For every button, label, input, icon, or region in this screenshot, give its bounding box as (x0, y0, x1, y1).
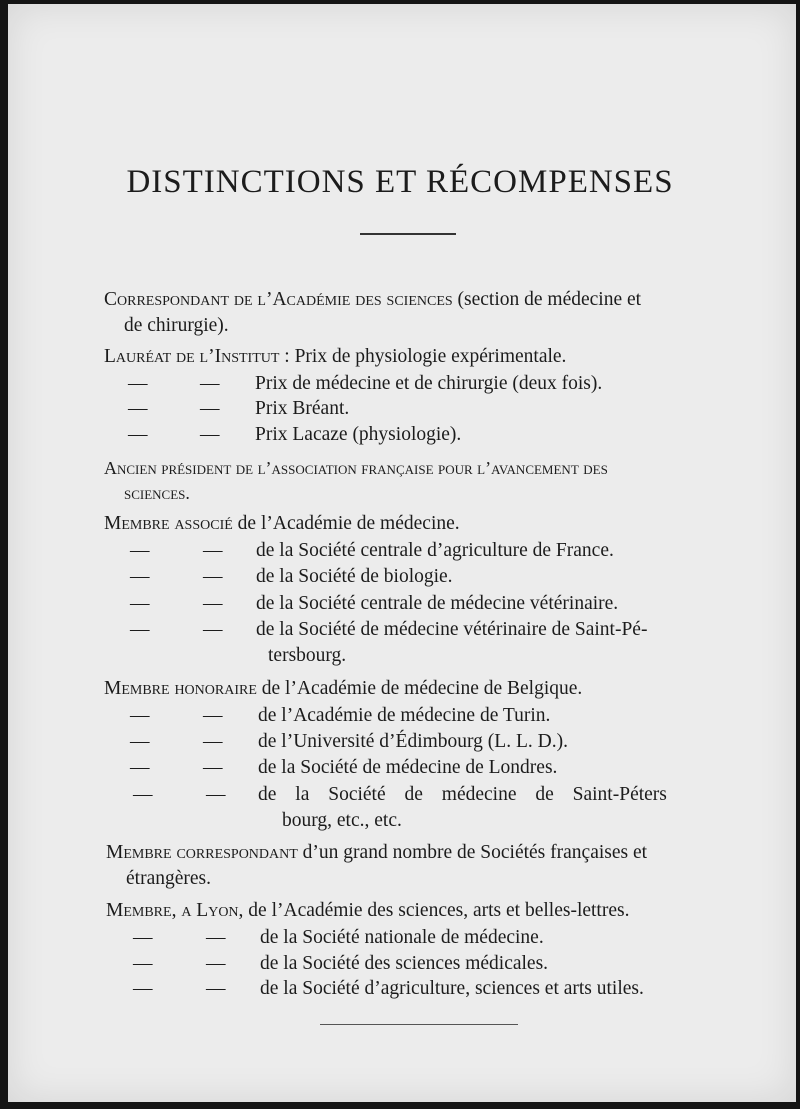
ditto-dash: — (203, 731, 223, 752)
entry-text: de la Société centrale de médecine vétérinaire. (256, 593, 619, 614)
ditto-dash: — (203, 619, 223, 640)
ditto-dash: — (130, 731, 150, 752)
ditto-dash: — (203, 566, 223, 587)
entry-text: de l’Académie de médecine de Turin. (258, 705, 551, 726)
entry-text: de la Société d’agriculture, sciences et arts utiles. (260, 978, 644, 999)
entry-correspondant-line2: de chirurgie). (124, 315, 229, 336)
entry-laureat-text: Prix de physiologie expérimentale. (294, 346, 567, 367)
ditto-dash: — (206, 784, 226, 805)
ditto-dash: — (133, 953, 153, 974)
entry-text: de la Société des sciences médicales. (260, 953, 549, 974)
entry-associe-label: Membre associé (104, 513, 233, 534)
entry-text: de la Société de médecine de Londres. (258, 757, 558, 778)
entry-associe-text: de l’Académie de médecine. (237, 513, 460, 534)
page-title: DISTINCTIONS ET RÉCOMPENSES (126, 164, 674, 200)
entry-ancien-line2 (124, 480, 190, 507)
ditto-dash: — (130, 619, 150, 640)
entry-ancien-line1 (104, 455, 608, 482)
entry-membre-corr-line2: étrangères. (126, 868, 211, 889)
entry-lyon-text: de l’Académie des sciences, arts et belles-lettres. (248, 900, 630, 921)
ditto-dash: — (203, 540, 223, 561)
entry-membre-corr-text: d’un grand nombre de Sociétés françaises et (302, 842, 648, 863)
ditto-dash: — (130, 705, 150, 726)
entry-correspondant-label: Correspondant de l’Académie des sciences (104, 289, 453, 310)
entry-lyon-line1 (106, 898, 629, 924)
ditto-dash: — (203, 705, 223, 726)
entry-text: Prix Bréant. (255, 398, 350, 419)
entry-honoraire-line1 (104, 676, 582, 702)
entry-text: de la Société centrale d’agriculture de France. (256, 540, 614, 561)
entry-lyon-label: Membre, a Lyon, (106, 900, 244, 921)
ditto-dash: — (128, 373, 148, 394)
entry-honoraire-label: Membre honoraire (104, 678, 257, 699)
entry-honoraire-text: de l’Académie de médecine de Belgique. (261, 678, 583, 699)
entry-text: de la Société de biologie. (256, 566, 453, 587)
ditto-dash: — (128, 424, 148, 445)
entry-associe-line1 (104, 511, 460, 537)
entry-correspondant-line1 (104, 287, 641, 313)
ditto-dash: — (133, 978, 153, 999)
entry-laureat-line1 (104, 344, 566, 370)
ditto-dash: — (130, 566, 150, 587)
entry-ancien-label-cont: sciences. (124, 483, 190, 503)
entry-honoraire-cont: bourg, etc., etc. (282, 810, 402, 831)
entry-text: Prix Lacaze (physiologie). (255, 424, 462, 445)
bottom-divider (320, 1024, 518, 1025)
entry-laureat-label: Lauréat de l’Institut : (104, 346, 290, 367)
ditto-dash: — (203, 757, 223, 778)
ditto-dash: — (206, 927, 226, 948)
entry-associe-cont: tersbourg. (268, 645, 347, 666)
ditto-dash: — (130, 593, 150, 614)
ditto-dash: — (200, 373, 220, 394)
ditto-dash: — (133, 927, 153, 948)
entry-membre-corr-line1 (106, 840, 647, 866)
entry-text: de la Société de médecine vétérinaire de Saint-Pé- (256, 619, 648, 640)
ditto-dash: — (130, 757, 150, 778)
ditto-dash: — (203, 593, 223, 614)
entry-correspondant-text: (section de médecine et (457, 289, 642, 310)
entry-text: de la Société de médecine de Saint-Péters (258, 784, 667, 805)
title-divider (360, 233, 456, 235)
entry-ancien-label: Ancien président de l’association française pour l’avancement des (104, 458, 608, 478)
entry-text: de l’Université d’Édimbourg (L. L. D.). (258, 731, 568, 752)
ditto-dash: — (128, 398, 148, 419)
entry-membre-corr-label: Membre correspondant (106, 842, 298, 863)
entry-text: de la Société nationale de médecine. (260, 927, 544, 948)
ditto-dash: — (200, 398, 220, 419)
ditto-dash: — (206, 953, 226, 974)
ditto-dash: — (133, 784, 153, 805)
ditto-dash: — (130, 540, 150, 561)
ditto-dash: — (200, 424, 220, 445)
ditto-dash: — (206, 978, 226, 999)
entry-text: Prix de médecine et de chirurgie (deux fois). (255, 373, 603, 394)
